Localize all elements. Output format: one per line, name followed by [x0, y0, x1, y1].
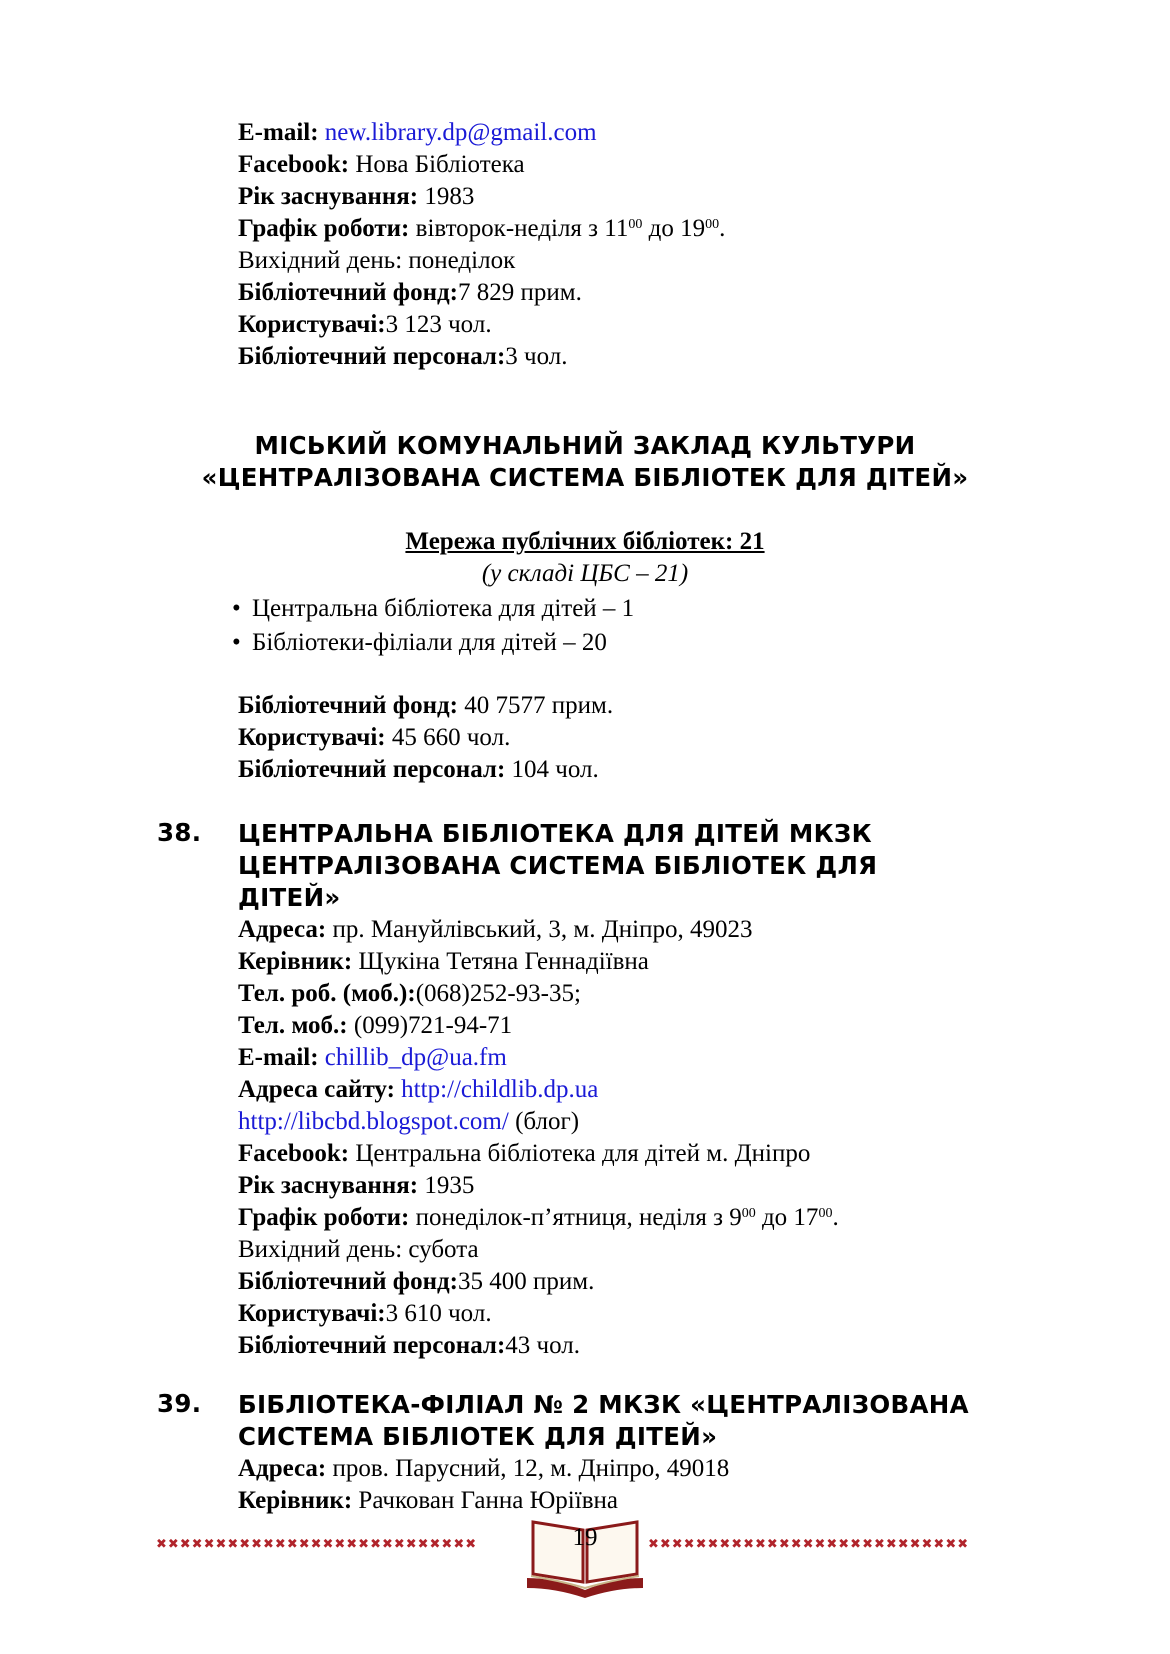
- day-off: Вихідний день: понеділок: [238, 247, 516, 274]
- stat-row: Бібліотечний персонал:3 чол.: [238, 343, 568, 370]
- email-label: E-mail:: [238, 119, 319, 146]
- head: Рачкован Ганна Юріївна: [352, 1487, 618, 1514]
- system-title-line1: МІСЬКИЙ КОМУНАЛЬНИЙ ЗАКЛАД КУЛЬТУРИ: [254, 431, 916, 460]
- system-title-line2: «ЦЕНТРАЛІЗОВАНА СИСТЕМА БІБЛІОТЕК ДЛЯ ДІТЕЙ»: [201, 463, 969, 492]
- phone: (099)721-94-71: [347, 1012, 513, 1039]
- schedule-label: Графік роботи:: [238, 215, 410, 242]
- entry38-details: Адреса: пр. Мануйлівський, 3, м. Дніпро, 49023 Керівник: Щукіна Тетяна Геннадіївна Тел. роб. (моб.):(068)252-93-35; Тел. моб.: (099)721-94-71 E-mail: chillib_dp@ua.fm Адреса сайту: http://childlib.dp.ua http://libcbd.blogspot.com/ (блог) Facebook: Центральна бібліотека для дітей м. Дніпро Рік заснування: 1935 Графік роботи: понеділок-п’ятниця, неділя з $9^{00}$ до $17^{00}$. Вихідний день: субота Бібліотечний фонд:35 400 прим. Користувачі:3 610 чол. Бібліотечний персонал:43 чол.: [238, 914, 1068, 1362]
- entry-title: БІБЛІОТЕКА-ФІЛІАЛ № 2 МКЗК «ЦЕНТРАЛІЗОВАНА СИСТЕМА БІБЛІОТЕК ДЛЯ ДІТЕЙ»: [238, 1390, 969, 1451]
- schedule-value: вівторок-неділя з $11^{00}$ до $19^{00}$.: [415, 215, 726, 242]
- bullet-icon: •: [232, 629, 241, 656]
- top-entry: [238, 117, 1068, 373]
- stat-row: Бібліотечний фонд:7 829 прим.: [238, 279, 582, 306]
- stat-row: Користувачі:3 610 чол.: [238, 1300, 492, 1327]
- star-border-left: ✖✖✖✖✖✖✖✖✖✖✖✖✖✖✖✖✖✖✖✖✖✖✖✖✖✖✖: [156, 1537, 478, 1552]
- system-stats: Бібліотечний фонд: 40 7577 прим. Користувачі: 45 660 чол. Бібліотечний персонал: 104 чол.: [238, 692, 614, 783]
- bullet-list: [232, 592, 634, 660]
- founded-label: Рік заснування:: [238, 183, 419, 210]
- page-footer: [0, 1518, 1170, 1598]
- email-link[interactable]: new.library.dp@gmail.com: [324, 119, 597, 146]
- entry-number: 38.: [157, 818, 202, 847]
- list-item: • Центральна бібліотека для дітей – 1: [232, 592, 634, 626]
- entry-title: ЦЕНТРАЛЬНА БІБЛІОТЕКА ДЛЯ ДІТЕЙ МКЗК ЦЕНТРАЛІЗОВАНА СИСТЕМА БІБЛІОТЕК ДЛЯ ДІТЕЙ»: [238, 819, 878, 912]
- facebook-label: Facebook:: [238, 151, 350, 178]
- facebook-value: Центральна бібліотека для дітей м. Дніпро: [349, 1140, 811, 1167]
- founded-value: 1935: [418, 1172, 475, 1199]
- head: Щукіна Тетяна Геннадіївна: [352, 948, 649, 975]
- site-link[interactable]: http://childlib.dp.ua: [401, 1076, 599, 1103]
- address: пр. Мануйлівський, 3, м. Дніпро, 49023: [326, 916, 753, 943]
- address: пров. Парусний, 12, м. Дніпро, 49018: [326, 1455, 730, 1482]
- facebook-value: Нова Бібліотека: [355, 151, 525, 178]
- blog-link[interactable]: http://libcbd.blogspot.com/: [238, 1108, 509, 1135]
- network-heading: Мережа публічних бібліотек: 21: [405, 528, 765, 555]
- network-note: (у складі ЦБС – 21): [481, 560, 689, 587]
- day-off: Вихідний день: субота: [238, 1236, 479, 1263]
- bullet-icon: •: [232, 595, 241, 622]
- phone: (068)252-93-35;: [415, 980, 581, 1007]
- list-item: • Бібліотеки-філіали для дітей – 20: [232, 626, 634, 660]
- entry-number: 39.: [157, 1389, 202, 1418]
- page-number: 19: [572, 1524, 598, 1551]
- stat-row: Користувачі:3 123 чол.: [238, 311, 492, 338]
- schedule-value: понеділок-п’ятниця, неділя з $9^{00}$ до $17^{00}$.: [409, 1204, 839, 1231]
- founded-value: 1983: [424, 183, 475, 210]
- entry39-details: Адреса: пров. Парусний, 12, м. Дніпро, 49018 Керівник: Рачкован Ганна Юріївна: [238, 1455, 730, 1514]
- stat-row: Бібліотечний персонал:43 чол.: [238, 1332, 581, 1359]
- stat-row: Бібліотечний фонд:35 400 прим.: [238, 1268, 595, 1295]
- email-link[interactable]: chillib_dp@ua.fm: [324, 1044, 507, 1071]
- star-border-right: ✖✖✖✖✖✖✖✖✖✖✖✖✖✖✖✖✖✖✖✖✖✖✖✖✖✖✖: [648, 1537, 970, 1552]
